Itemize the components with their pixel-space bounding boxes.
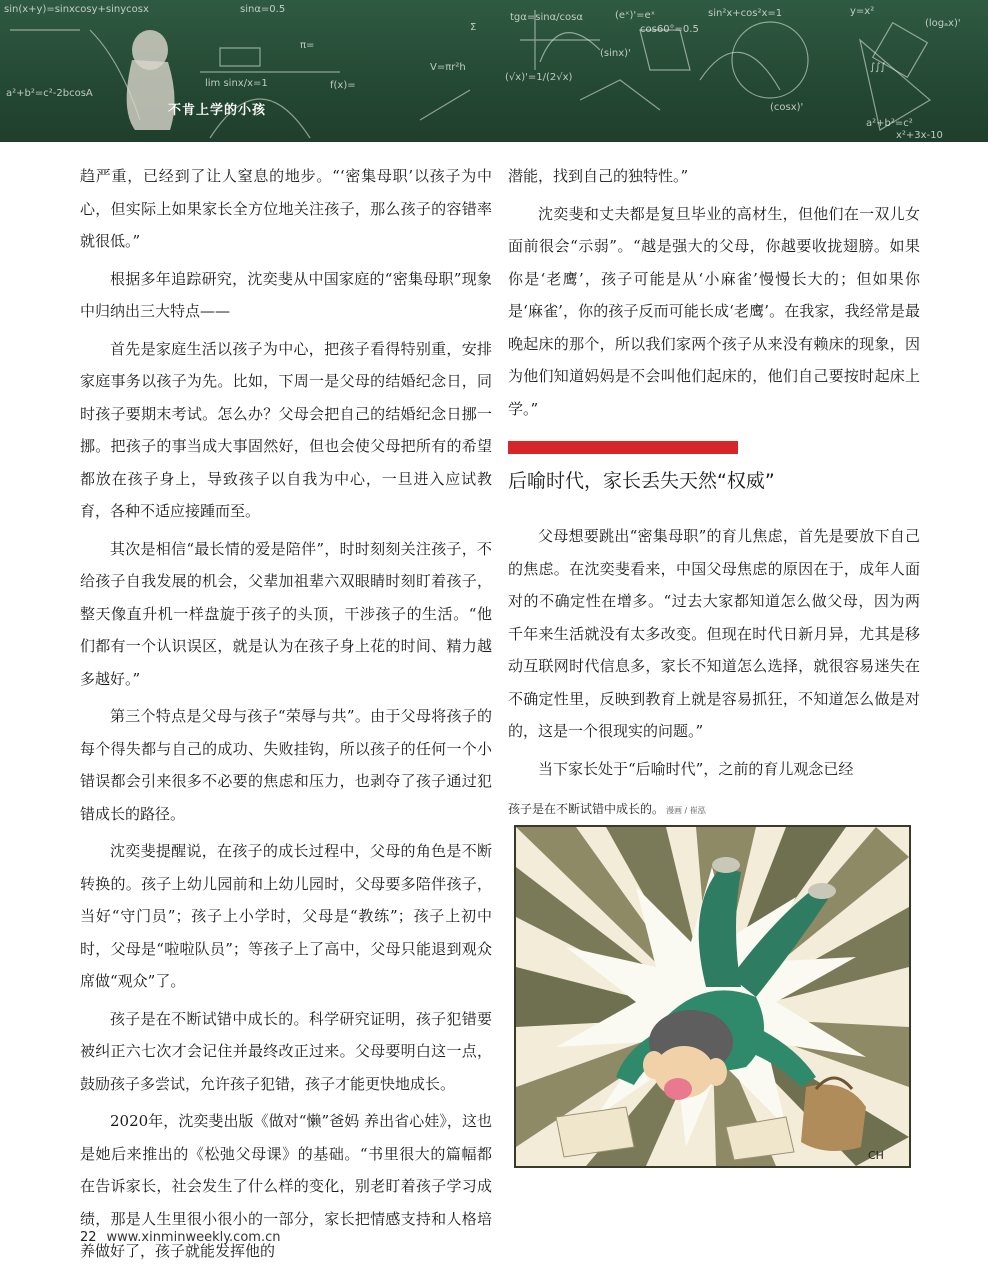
formula: tgα=sinα/cosα <box>510 12 583 23</box>
formula: a²+b²=c² <box>866 118 913 129</box>
formula: f(x)= <box>330 80 356 91</box>
formula: cos60°=0.5 <box>640 24 699 35</box>
scattered-papers <box>556 1107 794 1160</box>
paragraph: 其次是相信“最长情的爱是陪伴”，时时刻刻关注孩子，不给孩子自我发展的机会，父辈加祖辈六双眼睛时刻盯着孩子，整天像直升机一样盘旋于孩子的头顶，干涉孩子的生活。“他们都有一个认识误区，就是认为在孩子身上花的时间、精力越多越好。” <box>80 539 492 688</box>
page-footer <box>80 1228 280 1248</box>
right-column-top <box>508 160 920 425</box>
paragraph: 首先是家庭生活以孩子为中心，把孩子看得特别重，安排家庭事务以孩子为先。比如，下周一是父母的结婚纪念日，同时孩子要期末考试。怎么办？父母会把自己的结婚纪念日挪一挪。把孩子的事当成大事固然好，但也会使父母把所有的希望都放在孩子身上，导致孩子以自我为中心，一旦进入应试教育，各种不适应接踵而至。 <box>80 339 492 520</box>
formula: (eˣ)'=eˣ <box>615 10 656 21</box>
formula: (√x)'=1/(2√x) <box>505 72 573 83</box>
paragraph: 根据多年追踪研究，沈奕斐从中国家庭的“密集母职”现象中归纳出三大特点—— <box>80 269 492 320</box>
paragraph: 沈奕斐提醒说，在孩子的成长过程中，父母的角色是不断转换的。孩子上幼儿园前和上幼儿园时，父母要多陪伴孩子，当好“守门员”；孩子上小学时，父母是“教练”；孩子上初中时，父母是“啦啦队员”；等孩子上了高中，父母只能退到观众席做“观众”了。 <box>80 842 492 990</box>
formula: sin²x+cos²x=1 <box>708 8 783 19</box>
section-heading: 后喻时代，家长丢失天然“权威” <box>508 470 775 492</box>
right-column-bottom <box>508 520 920 785</box>
formula: a²+b²=c²-2bcosA <box>6 88 93 99</box>
tantrum-drawing <box>516 827 909 1166</box>
caption-credit: 漫画 / 崔泓 <box>666 806 706 815</box>
formula: (sinx)' <box>600 48 631 59</box>
paragraph: 当下家长处于“后喻时代”，之前的育儿观念已经 <box>538 759 854 778</box>
formula: (cosx)' <box>770 102 804 113</box>
formula: V=πr²h <box>430 62 466 73</box>
header-banner <box>0 0 988 142</box>
formula: (logₐx)' <box>925 18 961 29</box>
formula: Σ <box>470 22 477 33</box>
caption-text: 孩子是在不断试错中成长的。 <box>508 802 665 816</box>
paragraph: 沈奕斐和丈夫都是复旦毕业的高材生，但他们在一双儿女面前很会“示弱”。“越是强大的父母，你越要收拢翅膀。如果你是‘老鹰’，孩子可能是从‘小麻雀’慢慢长大的；但如果你是‘麻雀’，你的孩子反而可能长成‘老鹰’。在我家，我经常是最晚起床的那个，所以我们家两个孩子从来没有赖床的现象，因为他们知道妈妈是不会叫他们起床的，他们自己要按时起床上学。” <box>508 204 920 418</box>
formula: lim sinx/x=1 <box>205 78 268 89</box>
illustration-caption <box>508 799 920 819</box>
artist-signature: CH <box>868 1149 884 1162</box>
section-accent-bar <box>508 441 738 454</box>
paragraph: 父母想要跳出“密集母职”的育儿焦虑，首先是要放下自己的焦虑。在沈奕斐看来，中国父母焦虑的原因在于，成年人面对的不确定性在增多。“过去大家都知道怎么做父母，因为两千年来生活就没有太多改变。但现在时代日新月异，尤其是移动互联网时代信息多，家长不知道怎么选择，就很容易迷失在不确定性里，反映到教育上就是容易抓狂，不知道怎么做是对的，这是一个很现实的问题。” <box>508 527 920 740</box>
page-number: 22 <box>80 1230 97 1245</box>
tantrum-illustration <box>514 825 911 1168</box>
school-bag <box>801 1078 866 1151</box>
paragraph: 孩子是在不断试错中成长的。科学研究证明，孩子犯错要被纠正六七次才会记住并最终改正过来。父母要明白这一点，鼓励孩子多尝试，允许孩子犯错，孩子才能更快地成长。 <box>80 1009 492 1093</box>
formula: x²+3x-10 <box>896 130 943 141</box>
column-tag: 不肯上学的小孩 <box>168 103 267 118</box>
paragraph: 第三个特点是父母与孩子“荣辱与共”。由于父母将孩子的每个得失都与自己的成功、失败挂钩，所以孩子的任何一个小错误都会引来很多不必要的焦虑和压力，也剥夺了孩子通过犯错成长的路径。 <box>80 707 492 823</box>
paragraph: 趋严重，已经到了让人窒息的地步。“‘密集母职’以孩子为中心，但实际上如果家长全方位地关注孩子，那么孩子的容错率就很低。” <box>80 167 492 250</box>
formula: sinα=0.5 <box>240 4 286 15</box>
website-url: www.xinminweekly.com.cn <box>106 1230 281 1245</box>
left-column <box>80 160 492 1268</box>
chalkboard-illustration <box>0 0 988 142</box>
formula: y=x² <box>850 6 875 17</box>
formula: ∫∫∫ <box>870 62 886 73</box>
paragraph: 2020年，沈奕斐出版《做对“懒”爸妈 养出省心娃》，这也是她后来推出的《松弛父母课》的基础。“书里很大的篇幅都在告诉家长，社会发生了什么样的变化，别老盯着孩子学习成绩，那是人生里很小很小的一部分，家长把情感支持和人格培养做好了，孩子就能发挥他的 <box>80 1112 492 1260</box>
formula: π= <box>300 40 315 51</box>
paragraph: 潜能，找到自己的独特性。” <box>508 167 689 185</box>
formula: sin(x+y)=sinxcosy+sinycosx <box>4 4 149 15</box>
